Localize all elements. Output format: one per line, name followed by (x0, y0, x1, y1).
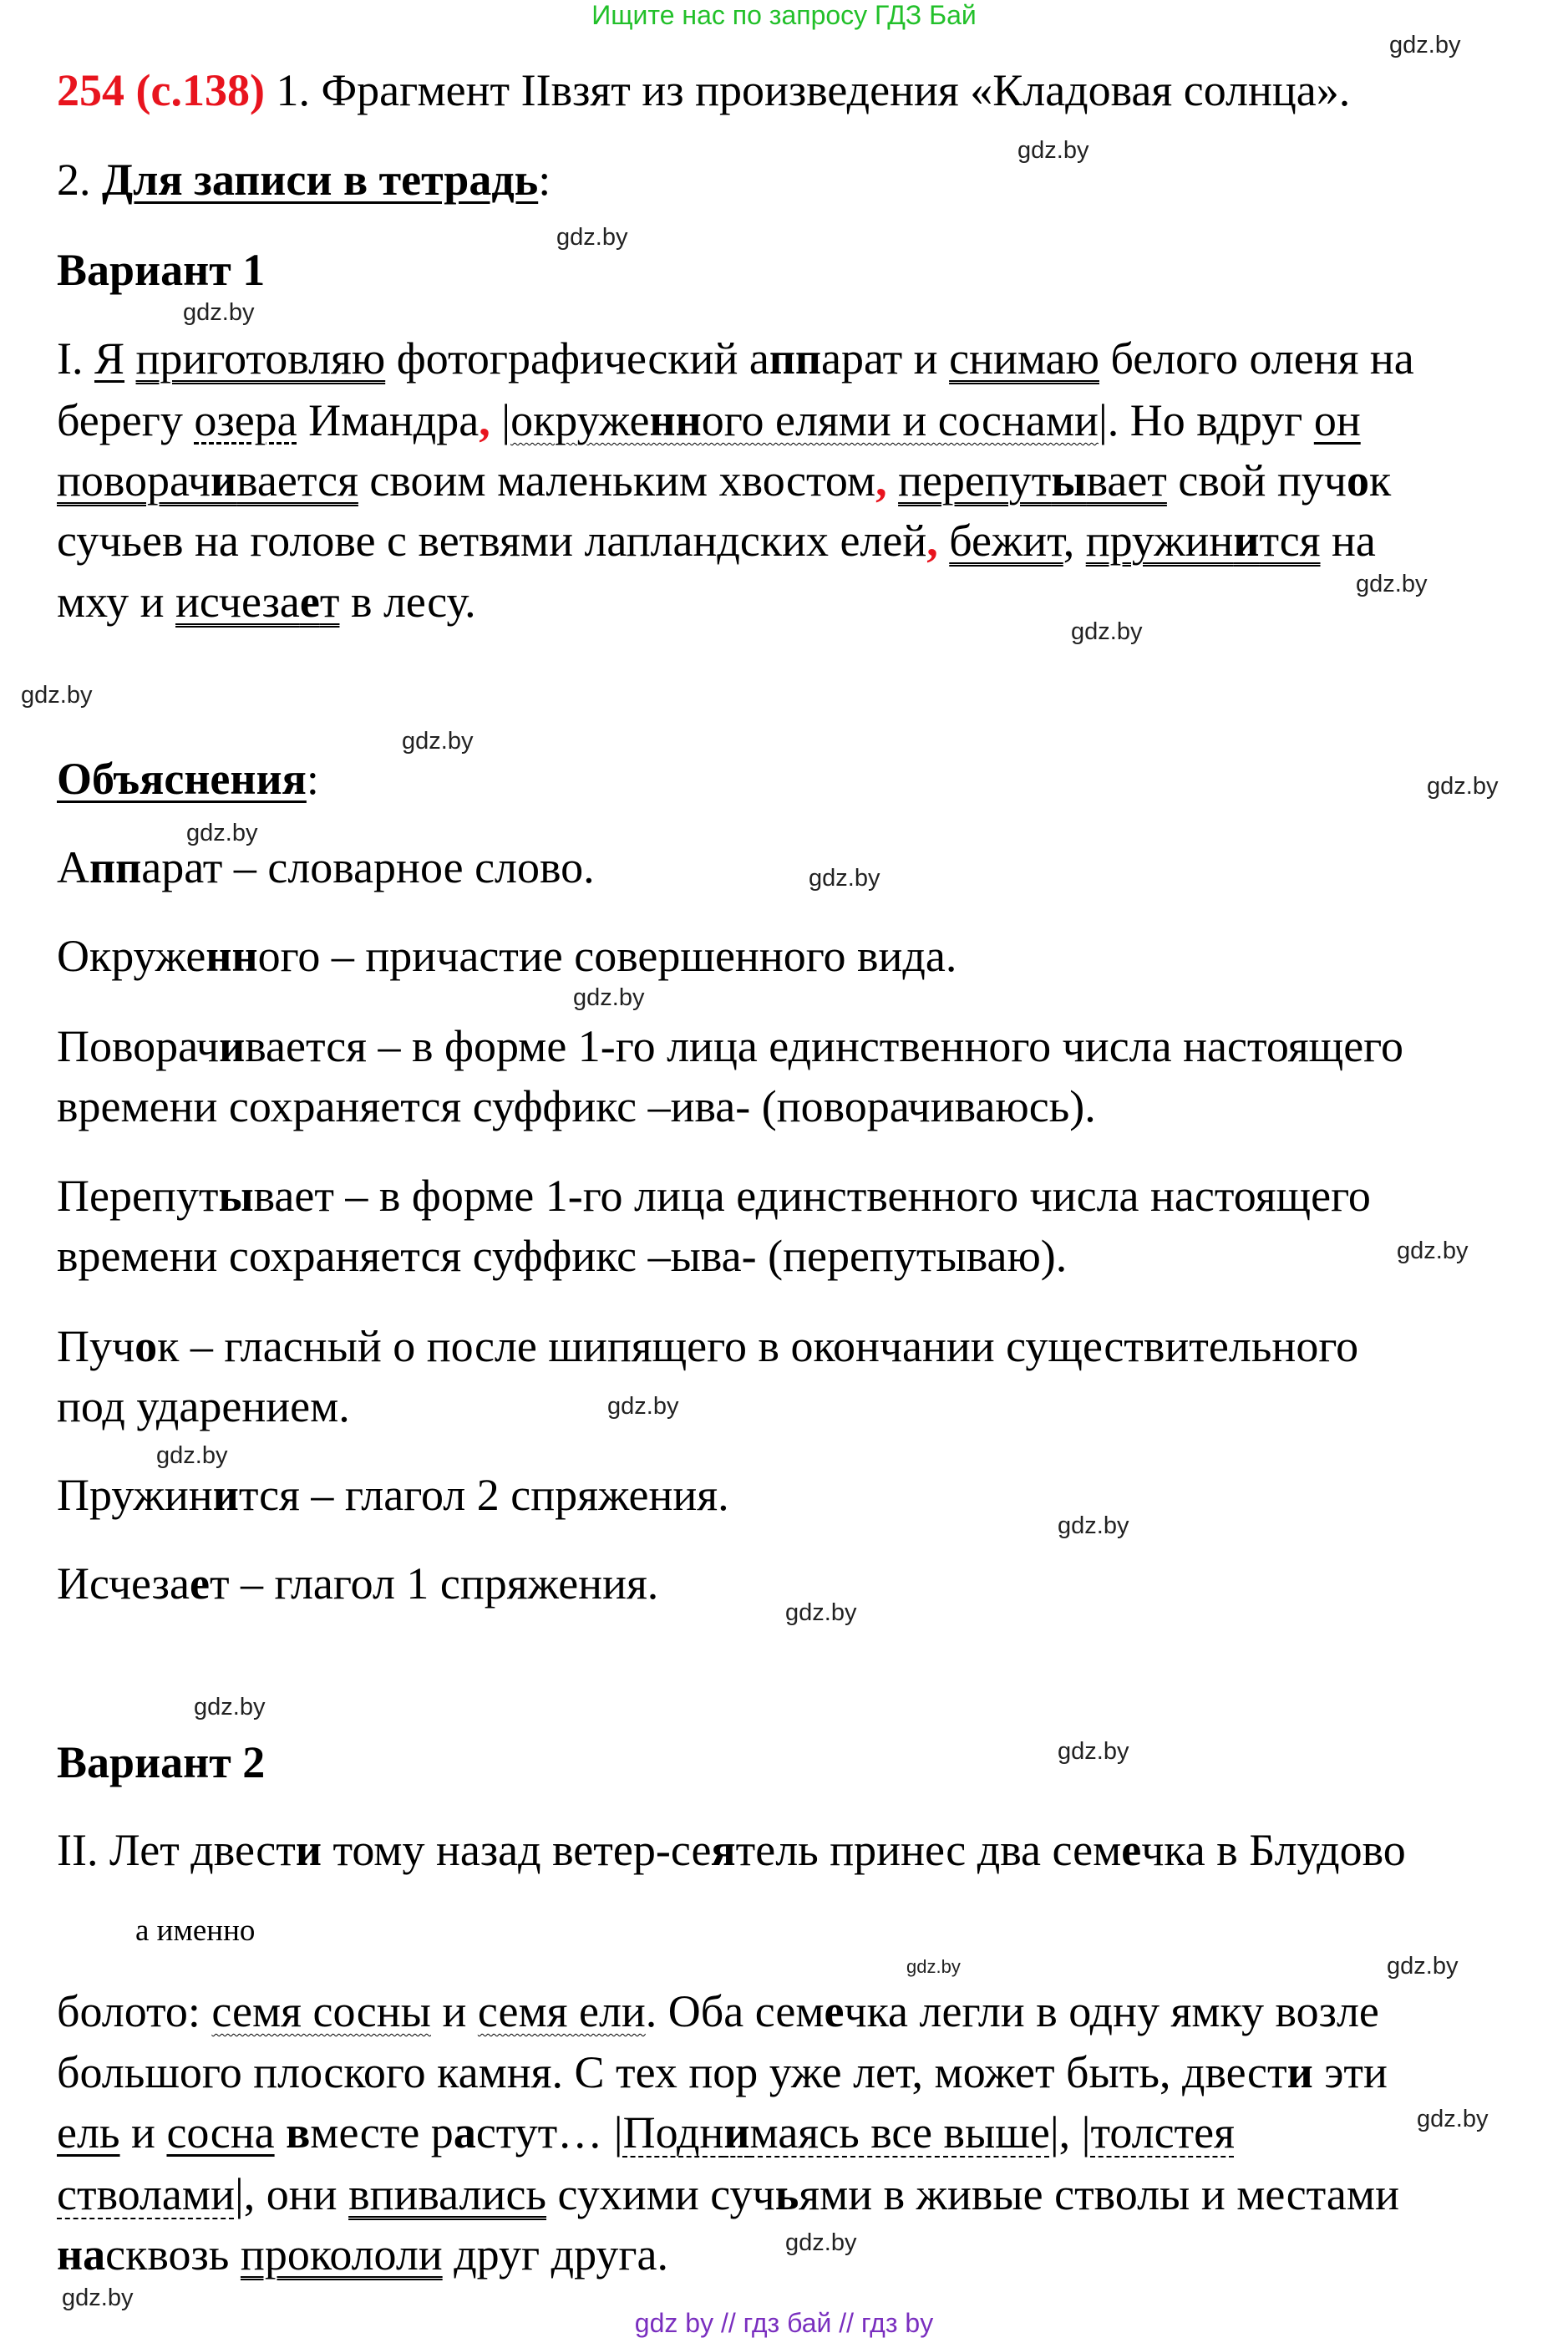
watermark: gdz.by (1017, 137, 1089, 164)
underlined-word: Я (94, 333, 125, 384)
text-segment: Пружин (57, 1470, 213, 1520)
text-line (57, 2042, 1388, 2102)
variant2-heading: Вариант 2 (57, 1737, 266, 1787)
text-line (57, 1981, 1379, 2041)
text-segment: мху и (57, 577, 176, 627)
watermark: gdz.by (1389, 32, 1461, 58)
watermark: gdz.by (785, 1599, 857, 1626)
explanation-line (57, 1166, 1371, 1226)
bold-letters: е (1121, 1825, 1142, 1875)
text-segment: в лесу. (339, 577, 476, 627)
text-segment: на (1320, 516, 1376, 566)
underlined-word: окруже (510, 395, 650, 445)
text-segment: сквозь (105, 2229, 241, 2280)
bold-letters: пп (769, 333, 822, 384)
text-segment: времени сохраняется суффикс –ыва- (перепутываю). (57, 1231, 1068, 1281)
explanations-heading (57, 749, 319, 809)
explanation-line (57, 1016, 1403, 1076)
search-banner[interactable]: Ищите нас по запросу ГДЗ Бай (591, 0, 977, 30)
watermark: gdz.by (1397, 1238, 1469, 1264)
underlined-word: маясь все выше (749, 2107, 1050, 2158)
underlined-word: он (1313, 395, 1361, 445)
underlined-word: стволами (57, 2169, 235, 2219)
underlined-word: ого елями и соснами (701, 395, 1099, 445)
text-segment: ями в живые стволы и местами (799, 2169, 1399, 2219)
underlined-word: ы (1051, 455, 1087, 506)
bold-letters: нн (206, 931, 258, 981)
text-segment: под ударением. (57, 1381, 350, 1431)
underlined-word: пружин (1085, 516, 1234, 566)
text-segment: : (538, 155, 551, 205)
text-segment: |. Но вдруг (1098, 395, 1314, 445)
explanation-line (57, 837, 595, 897)
bold-letters: я (711, 1825, 736, 1875)
text-segment (887, 455, 899, 506)
underlined-word: вает (1086, 455, 1167, 506)
bold-letters: е (189, 1558, 210, 1609)
text-segment: сучьев на голове с ветвями лапландских елей (57, 516, 927, 566)
variant1-heading: Вариант 1 (57, 245, 266, 295)
text-line (57, 390, 1361, 450)
underlined-word: перепут (898, 455, 1052, 506)
bold-letters: и (1286, 2047, 1313, 2097)
underlined-word: толстея (1090, 2107, 1235, 2158)
underlined-word: Подн (622, 2107, 724, 2158)
explanation-line (57, 1376, 350, 1436)
text-segment: времени сохраняется суффикс –ива- (поворачиваюсь). (57, 1081, 1096, 1131)
watermark: gdz.by (194, 1694, 266, 1720)
text-line (57, 2102, 1235, 2163)
explanation-line (57, 926, 957, 986)
text-segment: 2. (57, 155, 102, 205)
text-segment: вается – в форме 1-го лица единственного числа настоящего (245, 1021, 1403, 1071)
underlined-word: исчеза (175, 577, 300, 627)
text-segment: арат и (821, 333, 950, 384)
underlined-word: озера (194, 395, 297, 445)
text-segment: Окруже (57, 931, 206, 981)
text-segment: т – глагол 1 спряжения. (209, 1558, 659, 1609)
text-segment: месте р (310, 2107, 454, 2158)
watermark: gdz.by (402, 728, 474, 755)
bold-letters: , (875, 455, 887, 506)
bold-letters: пп (89, 842, 142, 892)
text-segment: чка в Блудово (1141, 1825, 1406, 1875)
underlined-word: Объяснения (57, 754, 307, 804)
underlined-word: семя ели (477, 1986, 646, 2036)
text-segment: , (1063, 516, 1086, 566)
text-segment: 1. Фрагмент IIвзят из произведения «Кладовая солнца». (264, 65, 1351, 115)
watermark: gdz.by (1058, 1738, 1129, 1765)
underlined-word: вается (236, 455, 358, 506)
bold-letters: о (134, 1321, 158, 1371)
text-line (57, 2224, 668, 2285)
text-segment: | (490, 395, 511, 445)
underlined-word: поворач (57, 455, 211, 506)
text-segment: тель принес два сем (735, 1825, 1122, 1875)
text-segment: : (306, 754, 319, 804)
text-segment: стут… | (475, 2107, 623, 2158)
underlined-word: и (1233, 516, 1260, 566)
text-segment: эти (1312, 2047, 1388, 2097)
bold-letters: 254 (с.138) (57, 65, 265, 115)
watermark: gdz.by (1356, 571, 1428, 597)
bold-letters: а (453, 2107, 476, 2158)
text-segment: арат – словарное слово. (141, 842, 595, 892)
bold-letters: е (824, 1986, 845, 2036)
explanation-line (57, 1226, 1067, 1286)
text-segment: ого – причастие совершенного вида. (257, 931, 957, 981)
underlined-word: сосна (166, 2107, 275, 2158)
footer-links[interactable]: gdz by // гдз бай // гдз by (634, 2308, 934, 2338)
watermark: gdz.by (1387, 1953, 1459, 1980)
bold-letters: , (479, 395, 490, 445)
bold-letters: ь (774, 2169, 799, 2219)
watermark: gdz.by (1417, 2106, 1489, 2132)
text-segment: Исчеза (57, 1558, 190, 1609)
text-segment: к – гласный о после шипящего в окончании существительного (157, 1321, 1359, 1371)
text-segment: болото: (57, 1986, 212, 2036)
text-segment: |, они (234, 2169, 349, 2219)
watermark: gdz.by (573, 984, 645, 1011)
underlined-word: нн (649, 395, 702, 445)
watermark: gdz.by (21, 682, 93, 709)
text-segment: |, | (1049, 2107, 1091, 2158)
explanation-line (57, 1316, 1358, 1376)
watermark: gdz.by (1071, 618, 1143, 645)
watermark: gdz.by (809, 865, 880, 892)
bold-letters: и (212, 1470, 239, 1520)
text-segment: А (57, 842, 89, 892)
text-line (57, 2164, 1399, 2224)
underlined-word: семя сосны (211, 1986, 431, 2036)
text-segment: тому назад ветер-се (321, 1825, 712, 1875)
text-segment: большого плоского камня. С тех пор уже лет, может быть, двест (57, 2047, 1287, 2097)
text-segment: I. (57, 333, 94, 384)
text-segment (938, 516, 950, 566)
text-segment: друг друга. (442, 2229, 668, 2280)
text-segment: сухими суч (546, 2169, 775, 2219)
bold-letters: о (1346, 455, 1369, 506)
watermark: gdz.by (607, 1393, 679, 1420)
text-line (57, 511, 1376, 571)
annotation-a-imenno: а именно (135, 1914, 256, 1948)
explanation-line (57, 1076, 1096, 1136)
watermark: gdz.by (556, 224, 628, 251)
watermark: gdz.by (785, 2229, 857, 2256)
text-segment: тся – глагол 2 спряжения. (238, 1470, 729, 1520)
text-line (57, 1820, 1406, 1880)
text-segment: и (430, 1986, 478, 2036)
explanation-line (57, 1465, 729, 1525)
watermark: gdz.by (156, 1442, 228, 1469)
text-segment: к (1368, 455, 1392, 506)
text-segment: берегу (57, 395, 195, 445)
bold-letters: в (286, 2107, 311, 2158)
task2-line (57, 150, 551, 210)
text-line (57, 572, 476, 632)
underlined-word: прокололи (240, 2229, 443, 2280)
text-segment: своим маленьким хвостом (358, 455, 876, 506)
explanation-line (57, 1553, 658, 1614)
watermark: gdz.by (906, 1956, 961, 1977)
watermark: gdz.by (183, 299, 255, 326)
underlined-word: снимаю (949, 333, 1099, 384)
text-segment: чка легли в одну ямку возле (844, 1986, 1379, 2036)
text-segment: свой пуч (1166, 455, 1347, 506)
underlined-word: бежит (949, 516, 1063, 566)
bold-letters: на (57, 2229, 106, 2280)
bold-letters: , (926, 516, 938, 566)
watermark: gdz.by (186, 820, 258, 846)
text-segment: Пуч (57, 1321, 135, 1371)
underlined-word: т (319, 577, 340, 627)
text-segment: Имандра (297, 395, 480, 445)
bold-letters: ы (218, 1171, 254, 1221)
text-segment: фотографический а (385, 333, 769, 384)
watermark: gdz.by (1058, 1512, 1129, 1539)
underlined-word: е (299, 577, 320, 627)
text-line (57, 328, 1414, 389)
underlined-word: впивались (348, 2169, 547, 2219)
underlined-word: и (211, 455, 237, 506)
underlined-word: приготовляю (135, 333, 386, 384)
underlined-word: и (723, 2107, 750, 2158)
watermark: gdz.by (1427, 773, 1499, 800)
underlined-word: Для записи в тетрадь (102, 155, 539, 205)
watermark: gdz.by (62, 2285, 134, 2311)
text-segment: Перепут (57, 1171, 219, 1221)
text-line (57, 450, 1391, 511)
text-segment: Поворач (57, 1021, 220, 1071)
text-segment (275, 2107, 287, 2158)
title-line (57, 60, 1350, 120)
text-segment: и (119, 2107, 167, 2158)
text-segment: II. Лет двест (57, 1825, 296, 1875)
underlined-word: тся (1259, 516, 1321, 566)
bold-letters: и (295, 1825, 322, 1875)
underlined-word: ель (57, 2107, 120, 2158)
text-segment: вает – в форме 1-го лица единственного числа настоящего (253, 1171, 1371, 1221)
text-segment: . Оба сем (645, 1986, 825, 2036)
bold-letters: и (219, 1021, 246, 1071)
text-segment (124, 333, 136, 384)
text-segment: белого оленя на (1099, 333, 1414, 384)
